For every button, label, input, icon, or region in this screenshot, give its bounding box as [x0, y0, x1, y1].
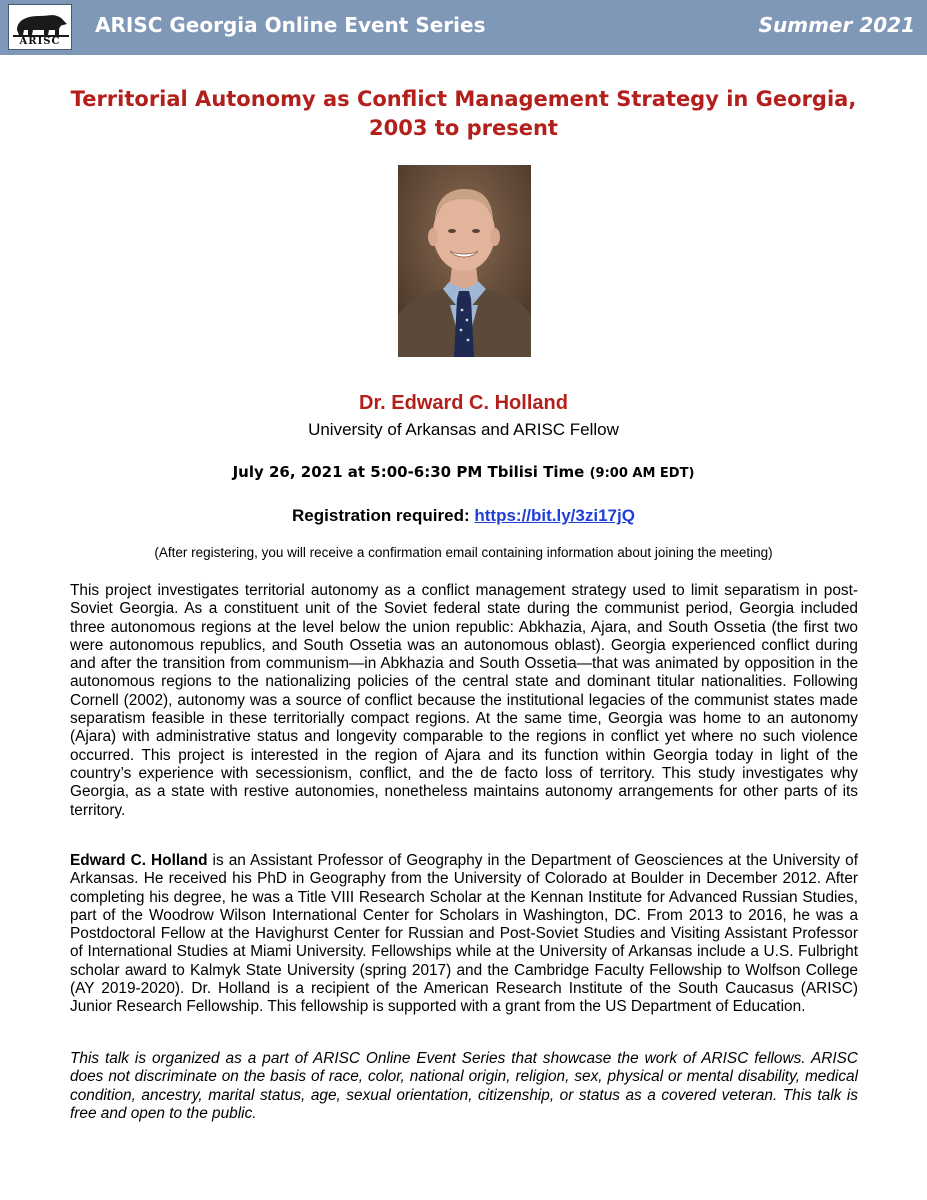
speaker-photo	[398, 165, 531, 357]
abstract-paragraph: This project investigates territorial autonomy as a conflict management strategy used to limit separatism in post-Soviet Georgia. As a constituent unit of the Soviet federal state during the communist period, Georgia included three autonomous regions at the level below the union republic: Abkhazia, Ajara, and South Ossetia (the first two were autonomous republics, and South Ossetia was an autonomous oblast). Georgia experienced conflict during and after the transition from communism—in Abkhazia and South Ossetia—that was animated by opposition in the autonomous regions to the nationalizing policies of the central state and dominant titular nationalities. Following Cornell (2002), autonomy was a source of conflict because the institutional legacies of the communist states made separatism feasible in these territorially compact regions. At the same time, Georgia was home to an autonomy (Ajara) with administrative status and longevity comparable to the regions in conflict yet where no such violence occurred. This project is interested in the region of Ajara and its function within Georgia today in light of the country’s experience with secessionism, conflict, and the de facto loss of territory. This study investigates why Georgia, as a state with restive autonomies, nonetheless maintains autonomy arrangements for other parts of its territory.	[70, 582, 858, 819]
arisc-logo	[8, 4, 72, 50]
speaker-name: Dr. Edward C. Holland	[359, 392, 568, 414]
event-title	[40, 85, 887, 143]
series-title: ARISC Georgia Online Event Series	[95, 13, 486, 37]
speaker-affiliation: University of Arkansas and ARISC Fellow	[308, 420, 619, 439]
registration-label: Registration required:	[292, 506, 470, 525]
bio-paragraph	[70, 852, 858, 1017]
season-label: Summer 2021	[758, 13, 915, 37]
bio-text: is an Assistant Professor of Geography in the Department of Geosciences at the University of Arkansas. He received his PhD in Geography from the University of Colorado at Boulder in December 2012. After completing his degree, he was a Title VIII Research Scholar at the Kennan Institute for Advanced Russian Studies, part of the Woodrow Wilson International Center for Scholars in Washington, DC. From 2013 to 2016, he was a Postdoctoral Fellow at the Havighurst Center for Russian and Post-Soviet Studies and Visiting Assistant Professor of International Studies at Miami University. Fellowships while at the University of Arkansas include a U.S. Fulbright scholar award to Kalmyk State University (spring 2017) and the Cambridge Faculty Fellowship to Wolfson College (AY 2019-2020). Dr. Holland is a recipient of the American Research Institute of the South Caucasus (ARISC) Junior Research Fellowship. This fellowship is supported with a grant from the US Department of Education.	[70, 852, 858, 1016]
event-title-line-1: Territorial Autonomy as Conflict Management Strategy in Georgia,	[70, 87, 857, 111]
registration-link[interactable]: https://bit.ly/3zi17jQ	[474, 506, 635, 525]
event-datetime	[0, 463, 927, 481]
event-edt-time: (9:00 AM EDT)	[589, 466, 695, 481]
event-date-time-text: July 26, 2021 at 5:00-6:30 PM Tbilisi Time	[232, 463, 585, 481]
speaker-portrait-image	[398, 165, 531, 357]
disclaimer-paragraph: This talk is organized as a part of ARISC Online Event Series that showcase the work of ARISC fellows. ARISC does not discriminate on the basis of race, color, national origin, religion, sex, physical or mental disability, medical condition, ancestry, marital status, age, sexual orientation, citizenship, or status as a covered veteran. This talk is free and open to the public.	[70, 1050, 858, 1122]
bio-name: Edward C. Holland	[70, 852, 208, 869]
logo-text: ARISC	[19, 36, 61, 47]
bear-icon	[13, 8, 69, 38]
registration-line	[0, 506, 927, 526]
registration-note: (After registering, you will receive a confirmation email containing information about joining the meeting)	[154, 545, 773, 560]
event-title-line-2: 2003 to present	[369, 116, 558, 140]
header-banner	[0, 0, 927, 55]
